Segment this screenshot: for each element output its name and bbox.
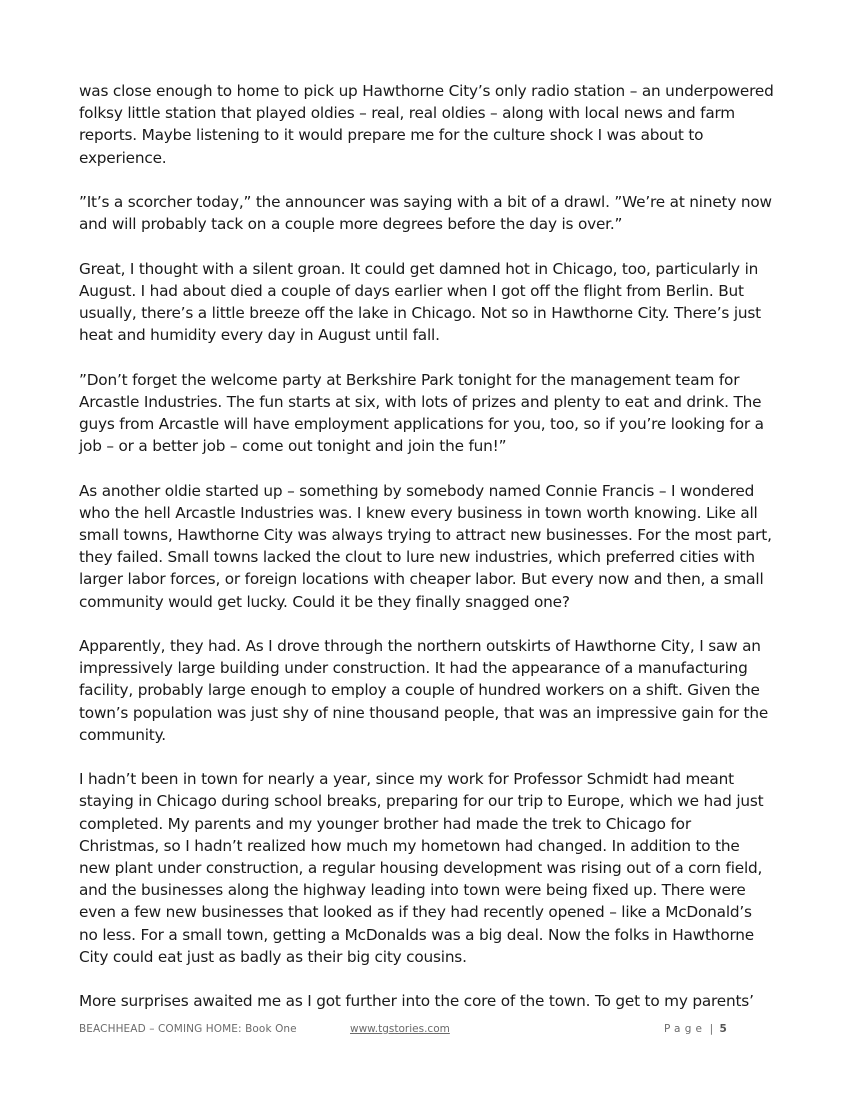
footer-book-title: BEACHHEAD – COMING HOME: Book One xyxy=(79,1023,297,1035)
paragraph-2: ”It’s a scorcher today,” the announcer was saying with a bit of a drawl. ”We’re at ninety now and will probably tack on a couple more degrees before the day is over.” xyxy=(79,193,772,234)
paragraph-1: was close enough to home to pick up Hawthorne City’s only radio station – an underpowered folksy little station that played oldies – real, real oldies – along with local news and farm reports. Maybe listening to it would prepare me for the culture shock I was about to experience. xyxy=(79,82,774,167)
page-number: 5 xyxy=(719,1023,727,1035)
paragraph-3: Great, I thought with a silent groan. It could get damned hot in Chicago, too, particularly in August. I had about died a couple of days earlier when I got off the flight from Berlin. But usually, there’s a little breeze off the lake in Chicago. Not so in Hawthorne City. There’s just heat and humidity every day in August until fall. xyxy=(79,259,761,345)
paragraph-4: ”Don’t forget the welcome party at Berkshire Park tonight for the management team for Arcastle Industries. The fun starts at six, with lots of prizes and plenty to eat and drink. The guys from Arcastle will have employment applications for you, too, so if you’re looking for a job – or a better job – come out tonight and join the fun!” xyxy=(79,370,764,456)
paragraph-6: Apparently, they had. As I drove through the northern outskirts of Hawthorne City, I saw an impressively large building under construction. It had the appearance of a manufacturing facility, probably large enough to employ a couple of hundred workers on a shift. Given the town’s population was just shy of nine thousand people, that was an impressive gain for the community. xyxy=(79,637,769,744)
paragraph-7: I hadn’t been in town for nearly a year, since my work for Professor Schmidt had meant staying in Chicago during school breaks, preparing for our trip to Europe, which we had just completed. My parents and my younger brother had made the trek to Chicago for Christmas, so I hadn’t realized how much my hometown had changed. In addition to the new plant under construction, a regular housing development was rising out of a corn field, and the businesses along the highway leading into town were being fixed up. There were even a few new businesses that looked as if they had recently opened – like a McDonald’s no less. For a small town, getting a McDonalds was a big deal. Now the folks in Hawthorne City could eat just as badly as their big city cousins. xyxy=(79,770,764,966)
footer-page-indicator xyxy=(664,1023,727,1035)
footer-separator: | xyxy=(709,1023,714,1035)
footer-page-label: Page xyxy=(664,1023,707,1035)
page-footer xyxy=(79,1023,739,1039)
paragraph-8: More surprises awaited me as I got further into the core of the town. To get to my parents’ xyxy=(79,992,754,1011)
body-text xyxy=(79,80,775,1035)
paragraph-5: As another oldie started up – something by somebody named Connie Francis – I wondered who the hell Arcastle Industries was. I knew every business in town worth knowing. Like all small towns, Hawthorne City was always trying to attract new businesses. For the most part, they failed. Small towns lacked the clout to lure new industries, which preferred cities with larger labor forces, or foreign locations with cheaper labor. But every now and then, a small community would get lucky. Could it be they finally snagged one? xyxy=(79,481,772,611)
footer-website-link[interactable]: www.tgstories.com xyxy=(350,1023,450,1035)
